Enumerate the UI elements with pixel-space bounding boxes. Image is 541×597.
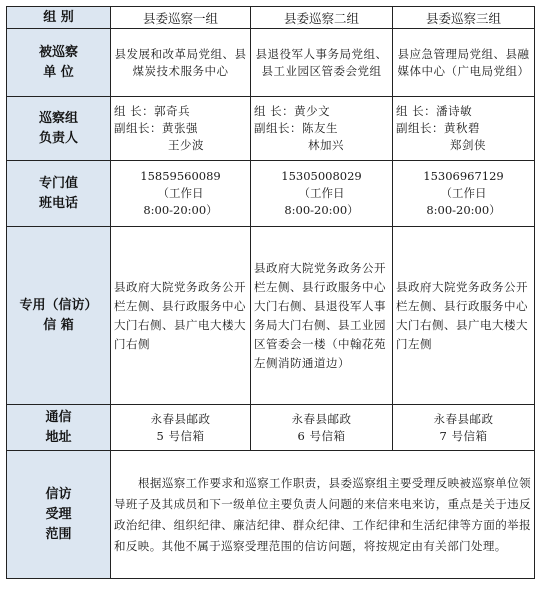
group-name: 县委巡察一组 [111,7,251,29]
address-header-line: 地址 [45,429,72,445]
deputy-label: 副组长： [114,121,162,135]
scope-header-line: 信访 [45,486,72,502]
group-name: 县委巡察二组 [251,7,393,29]
group-leaders [111,97,251,161]
address-row [7,405,535,451]
phone-number: 15305008029 [281,169,362,183]
address-line: 5 号信箱 [156,428,205,443]
group-leaders [393,97,535,161]
leaders-header-line: 负责人 [38,130,78,146]
deputy-line [114,120,247,137]
inspection-info-table [6,6,535,579]
inspected-units: 县发展和改革局党组、县煤炭技术服务中心 [111,29,251,97]
duty-phone [393,161,535,227]
leaders-header [7,97,111,161]
units-row [7,29,535,97]
leader-name: 黄少文 [294,104,331,118]
mailbox-location: 县政府大院党务政务公开栏左侧、县行政服务中心大门右侧、县广电大楼大门左侧 [393,227,535,405]
mailbox-location: 县政府大院党务政务公开栏左侧、县行政服务中心大门右侧、县退役军人事务局大门右侧、县工业园区管委会一楼（中翰花苑左侧消防通道边） [251,227,393,405]
mailbox-header-line: 信 箱 [43,317,74,333]
mailing-address [111,405,251,451]
units-header [7,29,111,97]
phone-header [7,161,111,227]
address-header [7,405,111,451]
leader-line [114,103,247,120]
group-header: 组 别 [7,7,111,29]
phone-header-line: 班电话 [38,195,78,211]
deputy-name: 黄秋碧 [444,121,480,135]
inspected-units: 县退役军人事务局党组、县工业园区管委会党组 [251,29,393,97]
group-name: 县委巡察三组 [393,7,535,29]
phone-note: （工作日 [440,186,487,200]
address-line: 永春县邮政 [291,411,352,426]
address-line: 7 号信箱 [439,428,488,443]
leaders-header-line: 巡察组 [38,110,78,126]
mailing-address [251,405,393,451]
mailbox-header [7,227,111,405]
group-row [7,7,535,29]
phone-hours: 8:00-20:00） [143,203,218,217]
leaders-row [7,97,535,161]
duty-phone [251,161,393,227]
scope-header [7,451,111,579]
mailbox-header-line: 专用（信访） [19,297,98,313]
deputy-name: 林加兴 [308,138,344,152]
deputy-name: 郑剑侠 [450,138,486,152]
leader-label: 组 长： [254,104,295,118]
phone-number: 15859560089 [140,169,221,183]
phone-row [7,161,535,227]
scope-row [7,451,535,579]
mailing-address [393,405,535,451]
duty-phone [111,161,251,227]
phone-note: （工作日 [157,186,204,200]
inspected-units: 县应急管理局党组、县融媒体中心（广电局党组） [393,29,535,97]
phone-hours: 8:00-20:00） [426,203,501,217]
address-line: 永春县邮政 [150,411,211,426]
deputy-name: 陈友生 [302,121,338,135]
deputy-line [396,120,531,137]
deputy-name: 黄张强 [162,121,198,135]
group-leaders [251,97,393,161]
address-line: 6 号信箱 [297,428,346,443]
scope-description: 根据巡察工作要求和巡察工作职责，县委巡察组主要受理反映被巡察单位领导班子及其成员和下一级单位主要负责人问题的来信来电来访，重点是关于违反政治纪律、组织纪律、廉洁纪律、群众纪律、工作纪律和生活纪律等方面的举报和反映。其他不属于巡察受理范围的信访问题，将按规定由有关部门处理。 [111,451,535,579]
leader-line [254,103,389,120]
leader-label: 组 长： [396,104,437,118]
scope-header-line: 受理 [45,506,72,522]
deputy-line [254,120,389,137]
units-header-line: 被巡察 [38,44,78,60]
address-header-line: 通信 [45,409,72,425]
leader-label: 组 长： [114,104,155,118]
phone-number: 15306967129 [423,169,504,183]
phone-note: （工作日 [298,186,345,200]
deputy-label: 副组长： [396,121,444,135]
address-line: 永春县邮政 [433,411,494,426]
deputy-label: 副组长： [254,121,302,135]
mailbox-location: 县政府大院党务政务公开栏左侧、县行政服务中心大门右侧、县广电大楼大门右侧 [111,227,251,405]
leader-line [396,103,531,120]
units-header-line: 单 位 [43,64,74,80]
leader-name: 郭奇兵 [154,104,191,118]
phone-hours: 8:00-20:00） [284,203,359,217]
scope-header-line: 范围 [45,526,72,542]
mailbox-row [7,227,535,405]
deputy-name: 王少波 [168,138,204,152]
leader-name: 潘诗敏 [436,104,473,118]
phone-header-line: 专门值 [38,175,78,191]
